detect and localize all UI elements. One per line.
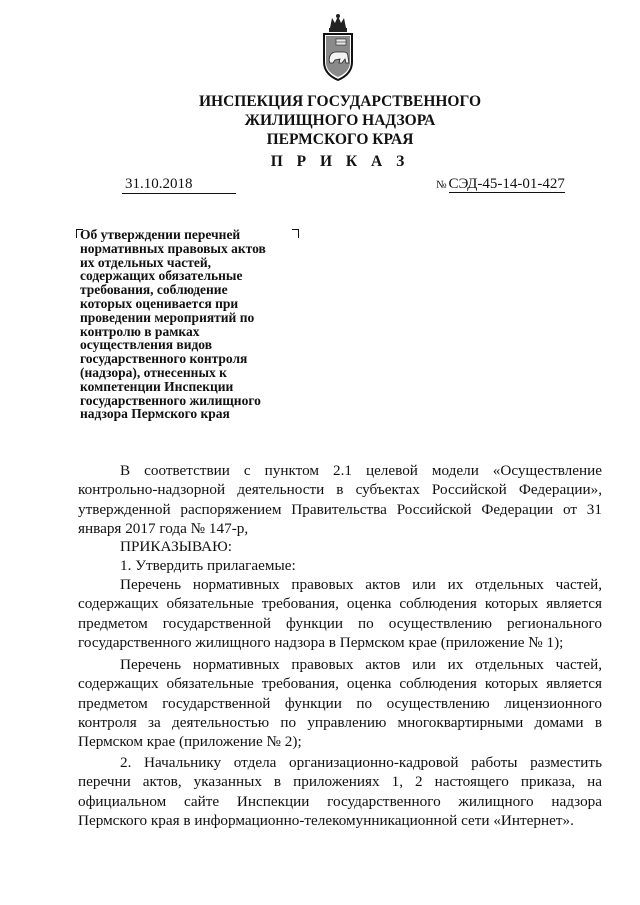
text-line: государственного жилищного надзора в Пермском крае (приложение № 1); — [78, 633, 564, 651]
subject-line: компетенции Инспекции — [80, 378, 234, 394]
subject-line: (надзора), отнесенных к — [80, 364, 227, 380]
text-line: предметом государственной функции по осуществлению регионального — [78, 614, 602, 632]
text-line: содержащих обязательные требования, оценка соблюдения которых является — [78, 595, 602, 613]
org-name-line-3: ПЕРМСКОГО КРАЯ — [266, 131, 414, 148]
text-line: Перечень нормативных правовых актов или их отдельных частей, — [120, 656, 602, 673]
document-type: П Р И К А З — [270, 153, 410, 170]
number-value: СЭД-45-14-01-427 — [448, 176, 565, 192]
text-line: содержащих обязательные требования, оценка соблюдения которых является — [78, 675, 602, 693]
subject-line: которых оценивается при — [80, 295, 239, 311]
list-item-2 — [78, 655, 602, 751]
subject-line: проведении мероприятий по — [80, 309, 255, 325]
item-2-paragraph — [78, 753, 602, 830]
text-line: 2. Начальнику отдела организационно-кадровой работы разместить — [120, 754, 602, 771]
org-name-line-2: ЖИЛИЩНОГО НАДЗОРА — [244, 112, 436, 129]
preamble-paragraph — [78, 461, 602, 538]
subject-line: государственного контроля — [80, 351, 248, 367]
subject-line: осуществления видов — [80, 337, 213, 353]
item-1-heading — [78, 556, 602, 575]
subject-block — [80, 228, 295, 421]
number-prefix: № — [436, 179, 447, 191]
coat-of-arms-icon — [318, 12, 358, 82]
text-line: утвержденной распоряжением Правительства Российской Федерации от 31 — [78, 500, 602, 518]
list-item-1 — [78, 575, 602, 652]
text-line: 1. Утвердить прилагаемые: — [120, 557, 296, 574]
subject-line: государственного жилищного — [80, 392, 261, 408]
text-line: контрольно-надзорной деятельности в субъектах Российской Федерации», — [78, 481, 602, 499]
subject-line: Об утверждении перечней — [80, 227, 241, 242]
document-date: 31.10.2018 — [125, 176, 193, 192]
text-line: января 2017 года № 147-р, — [78, 519, 249, 537]
text-line: Перечень нормативных правовых актов или их отдельных частей, — [120, 576, 602, 593]
text-line: ПРИКАЗЫВАЮ: — [120, 538, 232, 555]
date-underline — [122, 193, 236, 194]
text-line: Пермском крае (приложение № 2); — [78, 733, 302, 751]
text-line: В соответствии с пунктом 2.1 целевой модели «Осуществление — [120, 462, 602, 479]
text-line: Пермского края в информационно-телекомунникационной сети «Интернет». — [78, 811, 574, 829]
text-line: предметом государственной функции по осуществлению лицензионного — [78, 694, 602, 712]
subject-line: надзора Пермского края — [80, 406, 230, 422]
org-name-line-1: ИНСПЕКЦИЯ ГОСУДАРСТВЕННОГО — [198, 93, 482, 110]
subject-line: требования, соблюдение — [80, 282, 228, 298]
text-line: контроля за деятельностью по управлению многоквартирными домами в — [78, 713, 602, 731]
subject-line: контролю в рамках — [80, 323, 200, 339]
text-line: официальном сайте Инспекции государственного жилищного надзора — [78, 792, 602, 810]
text-line: перечни актов, указанных в приложениях 1, 2 настоящего приказа, на — [78, 773, 602, 791]
order-word — [78, 537, 602, 556]
subject-line: нормативных правовых актов — [80, 240, 266, 256]
document-number — [436, 176, 565, 193]
subject-line: содержащих обязательные — [80, 268, 243, 284]
subject-line: их отдельных частей, — [80, 254, 212, 270]
